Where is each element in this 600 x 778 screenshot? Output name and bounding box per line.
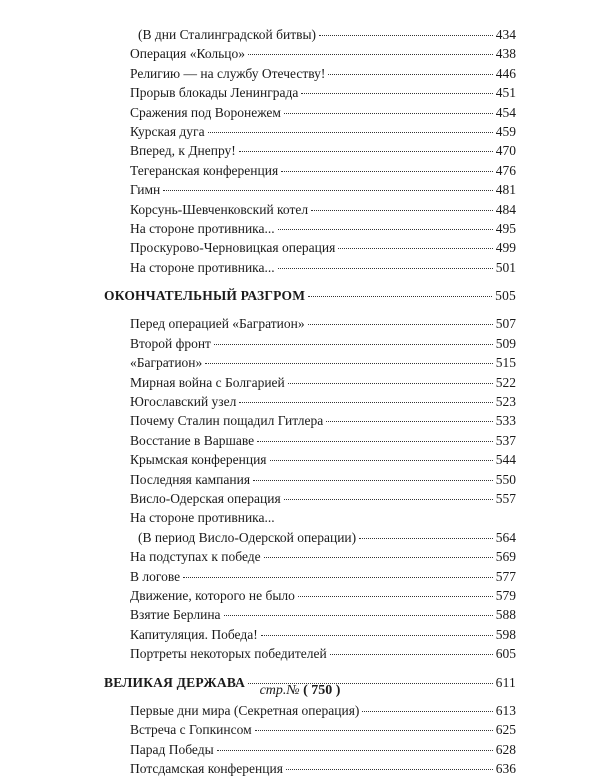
toc-entry-title: Взятие Берлина — [130, 607, 221, 623]
dot-leader — [205, 362, 492, 364]
toc-entry-page: 579 — [495, 587, 516, 603]
toc-entry-page: 544 — [495, 452, 516, 468]
page-label: стр.№ — [259, 683, 300, 698]
toc-entry-title: (В дни Сталинградской битвы) — [138, 27, 317, 42]
dot-leader — [311, 209, 493, 211]
toc-entry[interactable] — [104, 411, 516, 430]
toc-entry-title: Корсунь-Шевченковский котел — [130, 201, 309, 217]
dot-leader — [264, 556, 493, 558]
toc-entry-title: Курская дуга — [130, 123, 205, 139]
toc-entry[interactable] — [104, 431, 516, 450]
dot-leader — [253, 479, 493, 481]
toc-entry-title: Висло-Одерская операция — [130, 490, 281, 506]
toc-entry-page: 470 — [495, 143, 516, 159]
dot-leader — [183, 576, 493, 578]
toc-entry-page: 484 — [495, 201, 516, 217]
toc-entry-page: 451 — [495, 85, 516, 101]
toc-entry[interactable] — [104, 586, 516, 605]
toc-entry[interactable] — [104, 161, 516, 180]
toc-entry-page: 507 — [495, 316, 516, 332]
toc-entry[interactable] — [104, 740, 516, 759]
toc-entry[interactable] — [104, 238, 516, 257]
toc-entry-page: 522 — [495, 374, 516, 390]
toc-entry-title: Религию — на службу Отечеству! — [130, 65, 326, 81]
toc-entry-page: 523 — [495, 394, 516, 410]
toc-entry-title: Встреча с Гопкинсом — [130, 722, 252, 738]
dot-leader — [239, 150, 493, 152]
toc-entry[interactable] — [104, 547, 516, 566]
toc-entry-title: В логове — [130, 568, 181, 584]
toc-entry[interactable] — [104, 103, 516, 122]
toc-entry[interactable] — [104, 373, 516, 392]
toc-entry-title: Сражения под Воронежем — [130, 104, 281, 120]
toc-entry[interactable] — [104, 644, 516, 663]
toc-entry-page: 605 — [495, 646, 516, 662]
toc-entry-page: 598 — [495, 626, 516, 642]
toc-entry[interactable] — [104, 759, 516, 778]
toc-entry-page: 636 — [495, 761, 516, 777]
dot-leader — [255, 729, 493, 731]
toc-entry[interactable] — [104, 122, 516, 141]
toc-entry[interactable] — [104, 567, 516, 586]
dot-leader — [278, 228, 493, 230]
toc-entry[interactable] — [104, 392, 516, 411]
toc-entry-page: 495 — [495, 220, 516, 236]
section-title: ОКОНЧАТЕЛЬНЫЙ РАЗГРОМ — [104, 288, 306, 304]
toc-entry[interactable] — [104, 25, 516, 44]
toc-entry[interactable] — [104, 200, 516, 219]
toc-entry[interactable] — [104, 180, 516, 199]
toc-entry-title: Первые дни мира (Секретная операция) — [130, 702, 360, 718]
toc-entry-page: 476 — [495, 162, 516, 178]
toc-entry-page: 537 — [495, 432, 516, 448]
toc-entry-page: 481 — [495, 182, 516, 198]
dot-leader — [286, 768, 493, 770]
dot-leader — [308, 323, 493, 325]
dot-leader — [278, 267, 493, 269]
toc-entry-page: 577 — [495, 568, 516, 584]
dot-leader — [248, 53, 493, 55]
toc-entry-page: 625 — [495, 722, 516, 738]
toc-entry-title: Восстание в Варшаве — [130, 432, 255, 448]
toc-entry-title: Почему Сталин пощадил Гитлера — [130, 413, 324, 429]
section-title: ВЕЛИКАЯ ДЕРЖАВА — [104, 674, 246, 690]
toc-entry-title: На стороне противника... — [130, 259, 275, 275]
toc-entry-page: 569 — [495, 549, 516, 565]
toc-entry[interactable] — [104, 83, 516, 102]
section-page: 611 — [495, 674, 516, 690]
toc-entry-title: Второй фронт — [130, 335, 211, 351]
toc-entry[interactable] — [104, 489, 516, 508]
toc-entry[interactable] — [104, 720, 516, 739]
toc-entry-title: Операция «Кольцо» — [130, 46, 246, 62]
toc-entry-title: Движение, которого не было — [130, 587, 295, 603]
toc-entry-title: На стороне противника... — [130, 220, 275, 236]
toc-entry-page: 550 — [495, 471, 516, 487]
dot-leader — [288, 382, 493, 384]
toc-entry-line2[interactable] — [104, 528, 516, 547]
toc-entry-title: Югославский узел — [130, 394, 237, 410]
toc-entry-title: Гимн — [130, 182, 161, 198]
dot-leader — [257, 440, 493, 442]
toc-entry[interactable] — [104, 219, 516, 238]
toc-entry-page: 628 — [495, 741, 516, 757]
toc-entry-page: 459 — [495, 123, 516, 139]
toc-entry-page: 454 — [495, 104, 516, 120]
toc-entry[interactable] — [104, 334, 516, 353]
toc-entry-page: 557 — [495, 490, 516, 506]
dot-leader — [214, 343, 493, 345]
dot-leader — [319, 34, 493, 36]
toc-entry-page: 564 — [495, 529, 516, 545]
toc-entry[interactable] — [104, 353, 516, 372]
section-page: 505 — [495, 288, 516, 304]
toc-entry-title: Прорыв блокады Ленинграда — [130, 85, 299, 101]
toc-entry-page: 533 — [495, 413, 516, 429]
toc-entry-title: Потсдамская конференция — [130, 761, 283, 777]
toc-entry[interactable] — [104, 625, 516, 644]
toc-entry-title: Проскурово-Черновицкая операция — [130, 240, 336, 256]
dot-leader — [284, 112, 493, 114]
toc-entry-page: 588 — [495, 607, 516, 623]
table-of-contents — [104, 25, 516, 778]
toc-entry-title: Капитуляция. Победа! — [130, 626, 258, 642]
toc-section-heading[interactable] — [104, 286, 516, 305]
toc-entry-title: Мирная война с Болгарией — [130, 374, 285, 390]
dot-leader — [301, 92, 492, 94]
dot-leader — [224, 614, 493, 616]
toc-entry-page: 499 — [495, 240, 516, 256]
dot-leader — [270, 459, 493, 461]
dot-leader — [330, 653, 493, 655]
dot-leader — [261, 634, 493, 636]
dot-leader — [208, 131, 493, 133]
dot-leader — [281, 170, 493, 172]
toc-entry-page: 446 — [495, 65, 516, 81]
toc-entry-title: Перед операцией «Багратион» — [130, 316, 305, 332]
toc-entry[interactable] — [104, 64, 516, 83]
toc-entry-title: Портреты некоторых победителей — [130, 646, 327, 662]
toc-entry-title: Вперед, к Днепру! — [130, 143, 236, 159]
toc-entry[interactable] — [104, 44, 516, 63]
toc-entry-title: Парад Победы — [130, 741, 214, 757]
toc-entry-line1[interactable] — [104, 508, 516, 527]
dot-leader — [284, 498, 493, 500]
dot-leader — [308, 295, 492, 297]
toc-entry-page: 434 — [495, 27, 516, 42]
toc-entry-title: На стороне противника... — [130, 510, 275, 526]
toc-entry[interactable] — [104, 141, 516, 160]
toc-entry-page: 501 — [495, 259, 516, 275]
toc-entry-title: «Багратион» — [130, 355, 203, 371]
toc-entry-title: Крымская конференция — [130, 452, 267, 468]
dot-leader — [362, 710, 492, 712]
toc-entry-page: 515 — [495, 355, 516, 371]
page-number: ( 750 ) — [303, 683, 341, 698]
dot-leader — [163, 189, 492, 191]
toc-entry-page: 509 — [495, 335, 516, 351]
dot-leader — [326, 420, 492, 422]
toc-entry[interactable] — [104, 314, 516, 333]
toc-entry[interactable] — [104, 701, 516, 720]
dot-leader — [328, 73, 492, 75]
toc-entry-title: (В период Висло-Одерской операции) — [138, 529, 357, 545]
toc-entry-title: Тегеранская конференция — [130, 162, 279, 178]
dot-leader — [359, 537, 493, 539]
dot-leader — [239, 401, 492, 403]
dot-leader — [338, 247, 492, 249]
toc-entry-title: Последняя кампания — [130, 471, 251, 487]
page-footer — [0, 683, 600, 699]
toc-entry[interactable] — [104, 450, 516, 469]
dot-leader — [298, 595, 493, 597]
toc-entry[interactable] — [104, 258, 516, 277]
toc-entry-title: На подступах к победе — [130, 549, 261, 565]
toc-entry-page: 438 — [495, 46, 516, 62]
toc-entry-page: 613 — [495, 702, 516, 718]
toc-entry[interactable] — [104, 470, 516, 489]
toc-entry[interactable] — [104, 605, 516, 624]
